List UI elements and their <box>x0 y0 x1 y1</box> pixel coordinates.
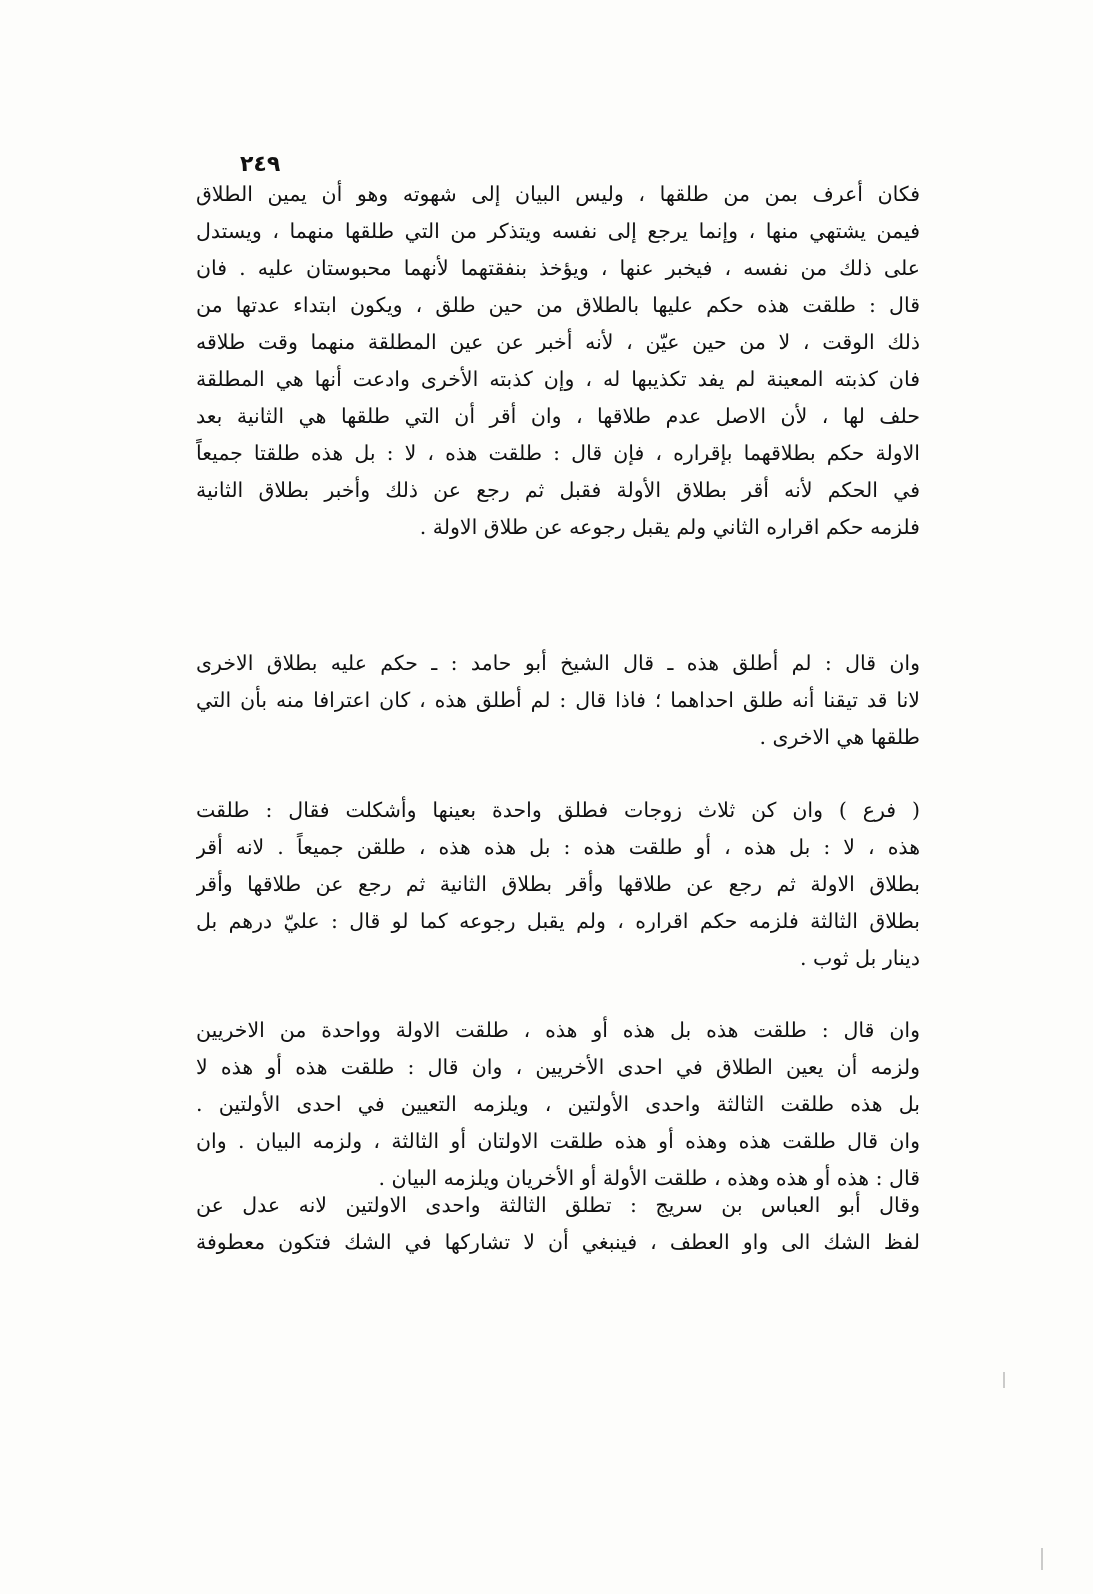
paragraph-4 <box>196 1012 920 1197</box>
text-line: وان قال : طلقت هذه بل هذه أو هذه ، طلقت الاولة وواحدة من الاخريين <box>196 1018 920 1042</box>
paragraph-2 <box>196 645 920 756</box>
paragraph-3 <box>196 792 920 977</box>
text-line: قال : طلقت هذه حكم عليها بالطلاق من حين طلق ، ويكون ابتداء عدتها من <box>196 293 920 317</box>
text-line: ( فرع ) وان كن ثلاث زوجات فطلق واحدة بعينها وأشكلت فقال : طلقت <box>196 798 920 822</box>
text-line: قال : هذه أو هذه وهذه ، طلقت الأولة أو الأخريان ويلزمه البيان . <box>378 1166 920 1190</box>
scan-mark <box>1003 1372 1005 1388</box>
text-line: بطلاق الثالثة فلزمه حكم اقراره ، ولم يقبل رجوعه كما لو قال : عليّ درهم بل <box>196 909 920 933</box>
text-line: وان قال طلقت هذه وهذه أو هذه طلقت الاولتان أو الثالثة ، ولزمه البيان . وان <box>196 1129 920 1153</box>
text-line: حلف لها ، لأن الاصل عدم طلاقها ، وان أقر أن التي طلقها هي الثانية بعد <box>196 404 920 428</box>
text-line: فلزمه حكم اقراره الثاني ولم يقبل رجوعه عن طلاق الاولة . <box>419 515 920 539</box>
text-line: فكان أعرف بمن من طلقها ، وليس البيان إلى شهوته وهو أن يمين الطلاق <box>196 182 920 206</box>
text-line: في الحكم لأنه أقر بطلاق الأولة فقبل ثم رجع عن ذلك وأخبر بطلاق الثانية <box>196 478 920 502</box>
text-line: لانا قد تيقنا أنه طلق احداهما ؛ فاذا قال : لم أطلق هذه ، كان اعترافا منه بأن التي <box>196 688 920 712</box>
text-line: بطلاق الاولة ثم رجع عن طلاقها وأقر بطلاق الثانية ثم رجع عن طلاقها وأقر <box>196 872 920 896</box>
text-line: فيمن يشتهي منها ، وإنما يرجع إلى نفسه ويتذكر من التي طلقها منهما ، ويستدل <box>196 219 920 243</box>
text-line: فان كذبته المعينة لم يفد تكذيبها له ، وإن كذبته الأخرى وادعت أنها هي المطلقة <box>196 367 920 391</box>
text-line: لفظ الشك الى واو العطف ، فينبغي أن لا تشاركها في الشك فتكون معطوفة <box>196 1230 920 1254</box>
text-line: طلقها هي الاخرى . <box>759 725 920 749</box>
text-line: ولزمه أن يعين الطلاق في احدى الأخريين ، وان قال : طلقت هذه أو هذه لا <box>196 1055 920 1079</box>
text-line: بل هذه طلقت الثالثة واحدى الأولتين ، ويلزمه التعيين في احدى الأولتين . <box>196 1092 920 1116</box>
page-number: ٢٤٩ <box>240 152 281 177</box>
scan-mark <box>1041 1548 1043 1570</box>
text-line: هذه ، لا : بل هذه ، أو طلقت هذه : بل هذه هذه ، طلقن جميعاً . لانه أقر <box>196 835 920 859</box>
paragraph-5 <box>196 1187 920 1261</box>
paragraph-1 <box>196 176 920 546</box>
text-line: على ذلك من نفسه ، فيخبر عنها ، ويؤخذ بنفقتهما لأنهما محبوستان عليه . فان <box>196 256 920 280</box>
text-line: ذلك الوقت ، لا من حين عيّن ، لأنه أخبر عن عين المطلقة منهما وقت طلاقه <box>196 330 920 354</box>
text-line: دينار بل ثوب . <box>799 946 920 970</box>
text-line: وان قال : لم أطلق هذه ـ قال الشيخ أبو حامد : ـ حكم عليه بطلاق الاخرى <box>196 651 920 675</box>
text-line: الاولة حكم بطلاقهما بإقراره ، فإن قال : طلقت هذه ، لا : بل هذه طلقتا جميعاً <box>196 441 920 465</box>
text-line: وقال أبو العباس بن سريج : تطلق الثالثة واحدى الاولتين لانه عدل عن <box>196 1193 920 1217</box>
